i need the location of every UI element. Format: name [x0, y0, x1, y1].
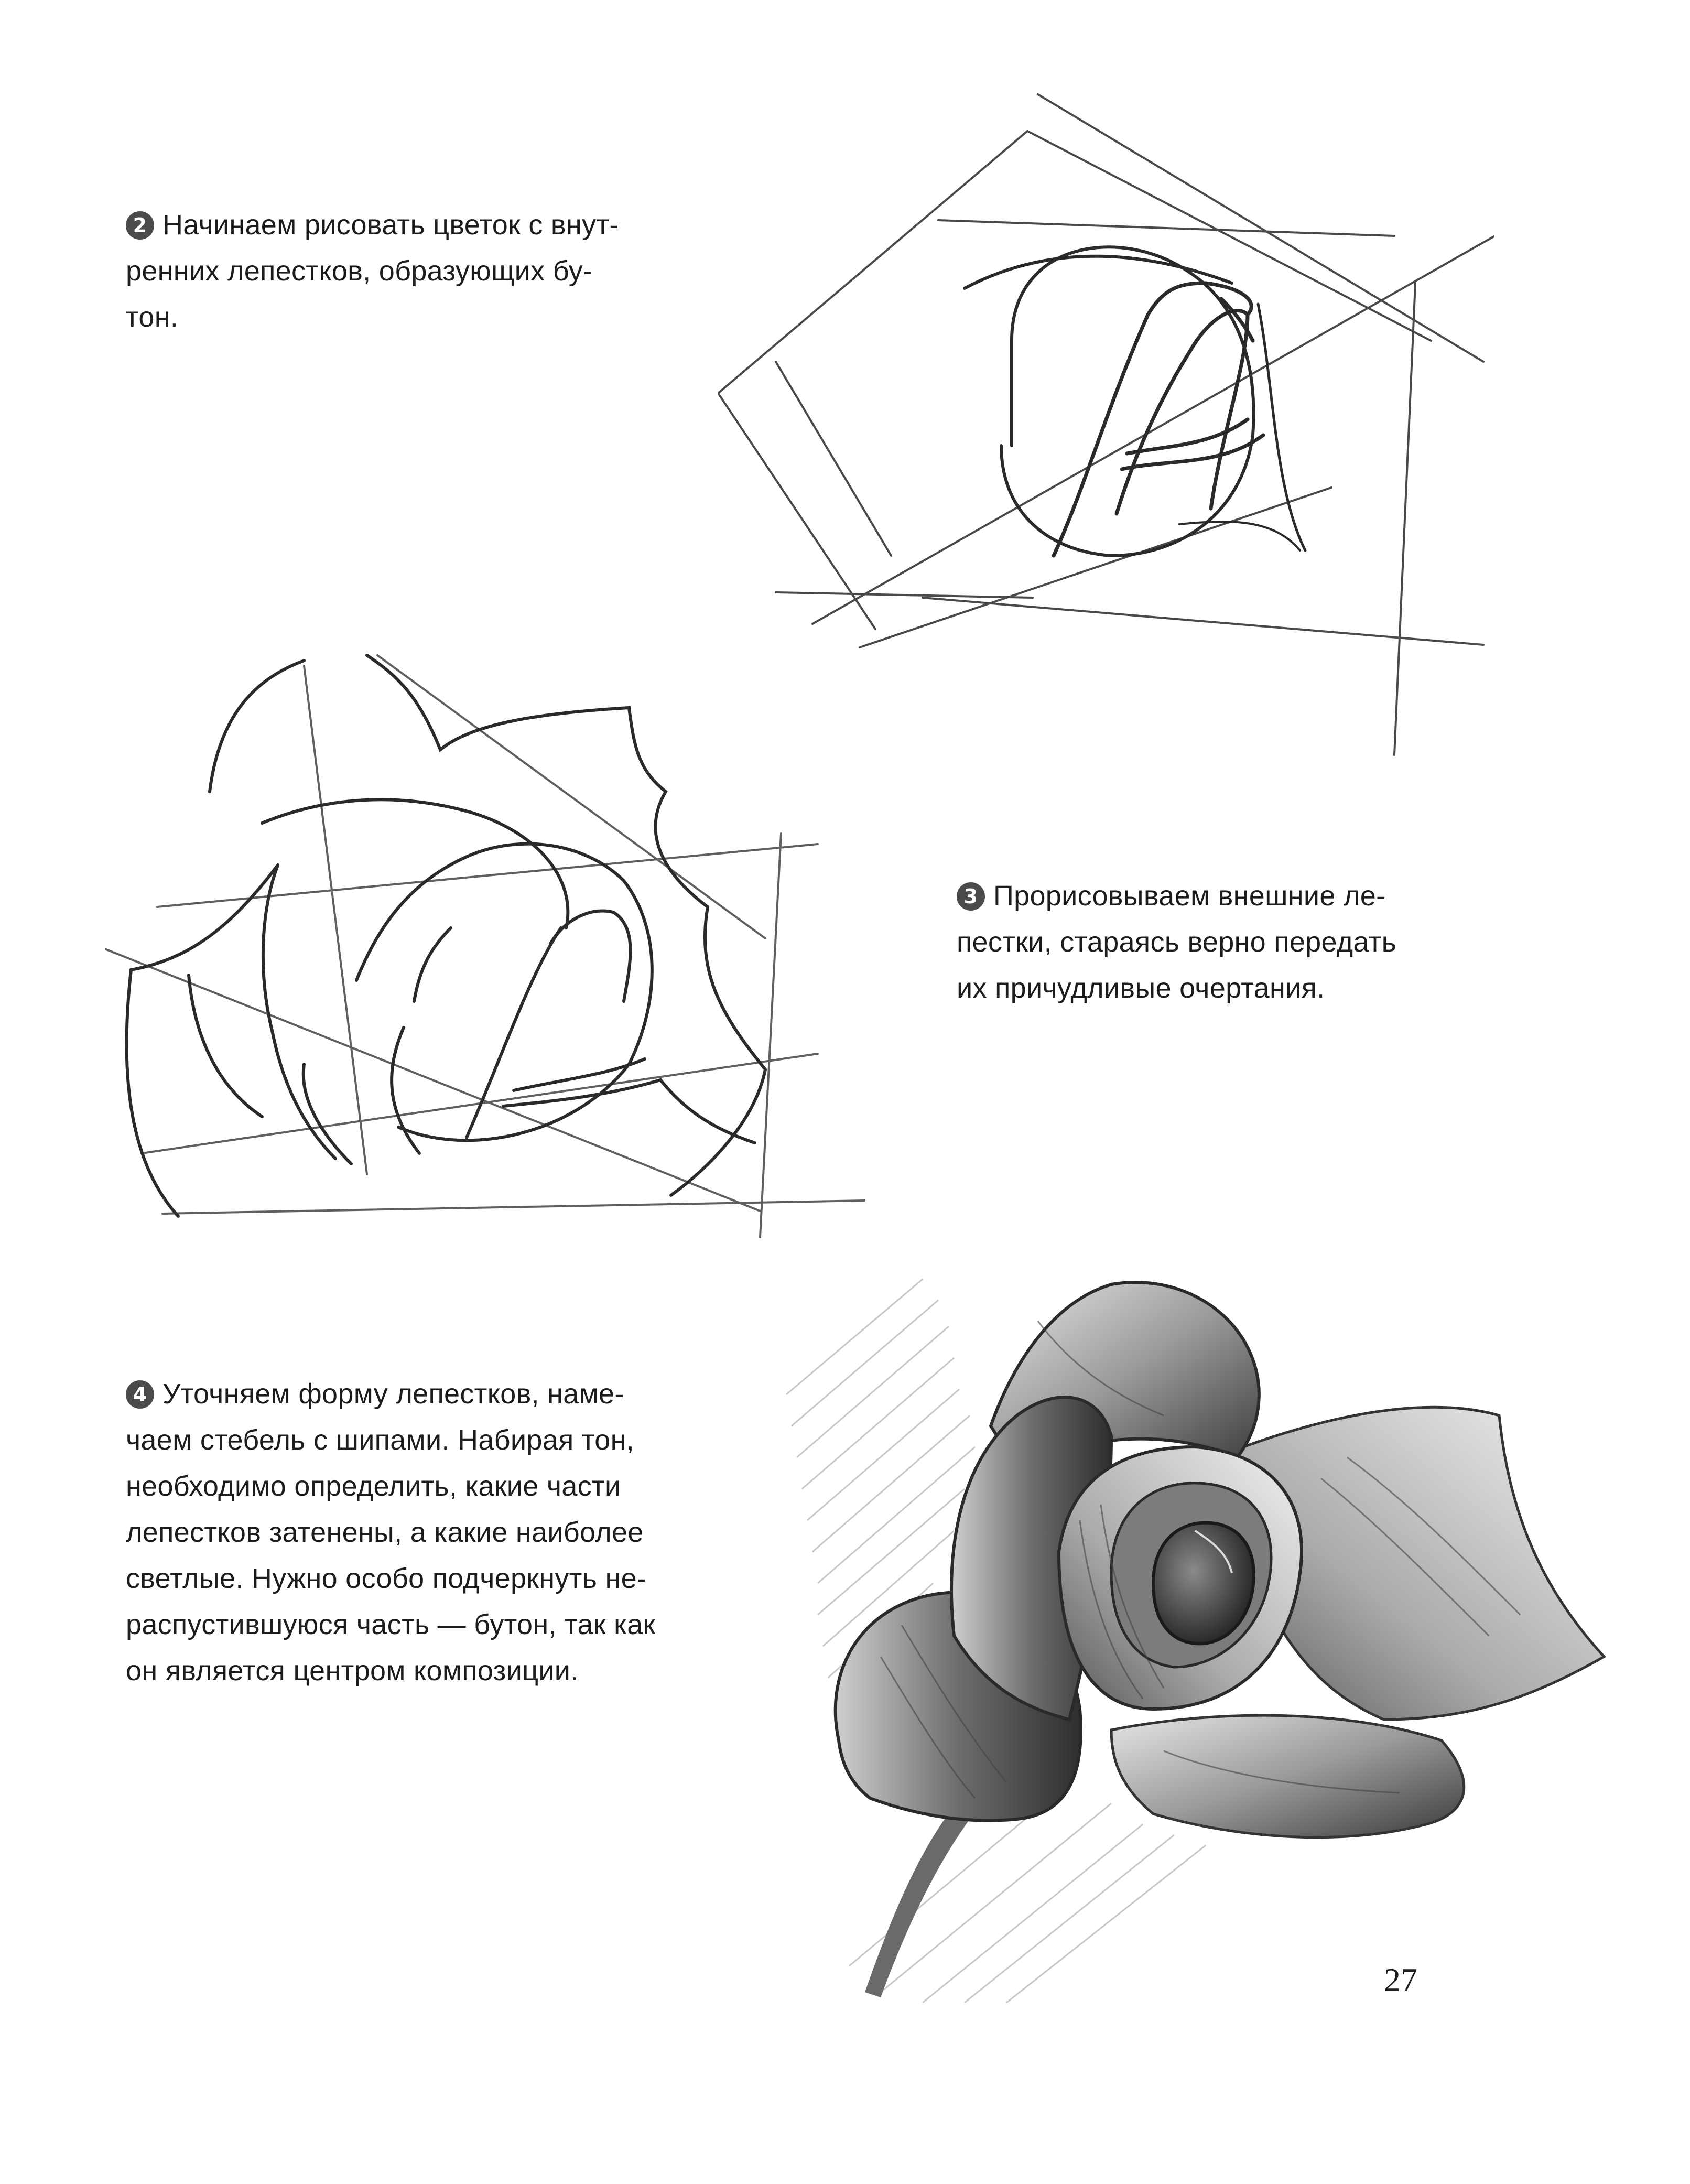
step-4-line-6: распустившуюся часть — бутон, так как	[126, 1609, 656, 1640]
step-3-line-1: 3 Прорисовываем внешние ле-	[957, 873, 1481, 919]
step-2-number-badge: 2	[126, 211, 154, 240]
step-4-line-1: 4 Уточняем форму лепестков, наме-	[126, 1371, 697, 1417]
step-4-line-5: светлые. Нужно особо подчеркнуть не-	[126, 1563, 647, 1594]
step-4-caption	[126, 1371, 697, 1694]
step-2-caption	[126, 202, 676, 340]
step-4-line-3: необходимо определить, какие части	[126, 1471, 621, 1502]
step-3-caption	[957, 873, 1481, 1011]
step-2-line-2: ренних лепестков, образующих бу-	[126, 255, 593, 287]
step-4-line-4: лепестков затенены, а какие наиболее	[126, 1517, 644, 1548]
step-2-line-1: 2 Начинаем рисовать цветок с внут-	[126, 202, 676, 248]
step-3-line-3: их причудливые очертания.	[957, 972, 1325, 1004]
step-4-line-2: чаем стебель с шипами. Набирая тон,	[126, 1424, 635, 1456]
step-3-outer-petals-sketch	[105, 634, 865, 1242]
step-3-number-badge: 3	[957, 882, 985, 911]
step-2-line-3: тон.	[126, 301, 179, 333]
step-4-line-7: он является центром композиции.	[126, 1655, 579, 1686]
step-4-shaded-rose-drawing	[744, 1258, 1635, 2008]
step-4-number-badge: 4	[126, 1380, 154, 1409]
step-3-line-2: пестки, стараясь верно передать	[957, 926, 1397, 958]
page-number: 27	[1384, 1961, 1417, 1998]
